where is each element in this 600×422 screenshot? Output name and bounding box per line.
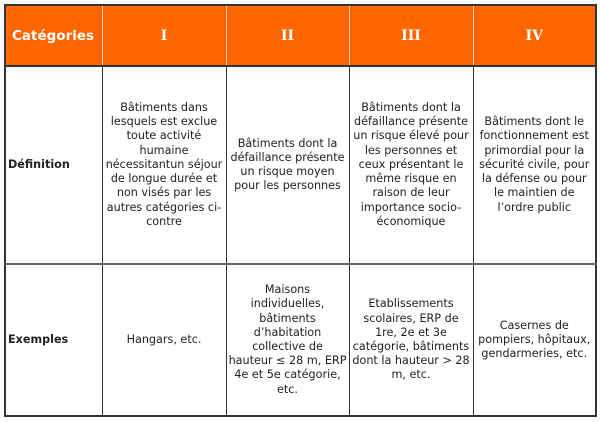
table-row-examples xyxy=(5,264,596,416)
definition-cell-iv xyxy=(473,66,596,264)
definition-cell-iii xyxy=(349,66,473,264)
row-label-definition: Définition xyxy=(5,66,102,264)
definition-cell-ii xyxy=(226,66,349,264)
definition-cell-i xyxy=(102,66,226,264)
example-cell-ii xyxy=(226,264,349,416)
header-categories: Catégories xyxy=(5,5,102,66)
table-row-definition xyxy=(5,66,596,264)
definition-text-iv: Bâtiments dont le fonctionnement est primordial pour la sécurité civile, pour la défense ou pour le maintien de l’ordre public xyxy=(479,115,590,214)
header-category-iv: IV xyxy=(473,5,596,66)
definition-text-ii: Bâtiments dont la défaillance présente un risque moyen pour les personnes xyxy=(230,136,345,193)
example-text-iii: Etablissements scolaires, ERP de 1re, 2e et 3e catégorie, bâtiments dont la hauteur > 28 m, etc. xyxy=(352,297,470,382)
example-cell-iv xyxy=(473,264,596,416)
definition-text-i: Bâtiments dans lesquels est exclue toute activité humaine nécessitantun séjour de longue durée et non visés par les autres catégories ci-contre xyxy=(105,101,223,228)
building-categories-table xyxy=(4,4,597,417)
definition-text-iii: Bâtiments dont la défaillance présente un risque élevé pour les personnes et ceux présentant le même risque en raison de leur importance socio-économique xyxy=(353,101,469,228)
table-container xyxy=(4,4,597,417)
header-category-ii: II xyxy=(226,5,349,66)
example-cell-iii xyxy=(349,264,473,416)
header-category-i: I xyxy=(102,5,226,66)
header-row xyxy=(5,5,596,66)
example-text-i: Hangars, etc. xyxy=(126,332,202,346)
example-text-iv: Casernes de pompiers, hôpitaux, gendarmeries, etc. xyxy=(478,318,591,361)
example-text-ii: Maisons individuelles, bâtiments d’habitation collective de hauteur ≤ 28 m, ERP 4e et 5e catégorie, etc. xyxy=(228,283,347,396)
row-label-examples: Exemples xyxy=(5,264,102,416)
example-cell-i xyxy=(102,264,226,416)
header-category-iii: III xyxy=(349,5,473,66)
